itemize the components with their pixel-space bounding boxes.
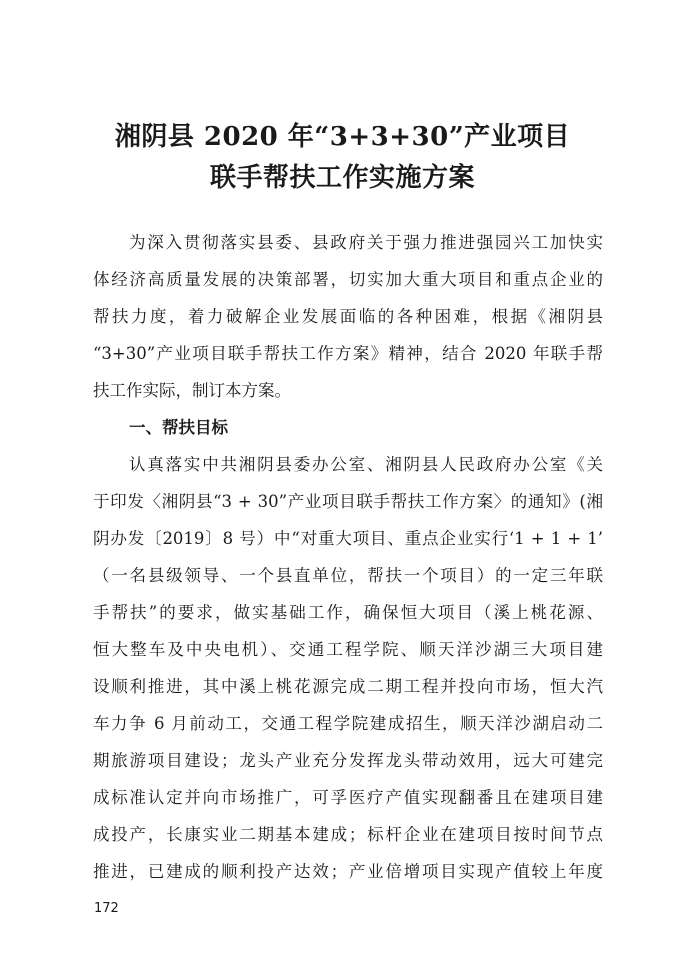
intro-line: 帮扶力度，着力破解企业发展面临的各种困难，根据《湘阴县 <box>93 307 603 326</box>
intro-line: 体经济高质量发展的决策部署，切实加大重大项目和重点企业的 <box>93 270 603 289</box>
section-line: 设顺利推进，其中溪上桃花源完成二期工程并投向市场，恒大汽 <box>93 677 603 696</box>
section-line: 恒大整车及中央电机）、交通工程学院、顺天洋沙湖三大项目建 <box>93 640 603 659</box>
document-title-line-2: 联手帮扶工作实施方案 <box>209 163 475 193</box>
intro-line: 为深入贯彻落实县委、县政府关于强力推进强园兴工加快实 <box>129 233 603 252</box>
section-line: 手帮扶”的要求，做实基础工作，确保恒大项目（溪上桃花源、 <box>93 603 603 622</box>
section-line: （一名县级领导、一个县直单位，帮扶一个项目）的一定三年联 <box>93 566 603 585</box>
page-number: 172 <box>94 901 119 916</box>
section-line: 车力争 6 月前动工，交通工程学院建成招生，顺天洋沙湖启动二 <box>93 714 603 733</box>
section-line: 于印发〈湘阴县“3 + 30”产业项目联手帮扶工作方案〉的通知》(湘 <box>93 492 603 511</box>
document-body <box>93 224 603 890</box>
section-line: 推进，已建成的顺利投产达效；产业倍增项目实现产值较上年度 <box>93 862 603 881</box>
section-line: 阴办发〔2019〕8 号）中“对重大项目、重点企业实行‘1 + 1 + 1’ <box>93 529 603 548</box>
section-line: 成投产，长康实业二期基本建成；标杆企业在建项目按时间节点 <box>93 825 603 844</box>
section-line: 期旅游项目建设；龙头产业充分发挥龙头带动效用，远大可建完 <box>93 751 603 770</box>
section-line: 成标准认定并向市场推广，可孚医疗产值实现翻番且在建项目建 <box>93 788 603 807</box>
intro-line: “3+30”产业项目联手帮扶工作方案》精神，结合 2020 年联手帮 <box>93 344 603 363</box>
intro-line: 扶工作实际，制订本方案。 <box>93 381 291 400</box>
section-line: 认真落实中共湘阴县委办公室、湘阴县人民政府办公室《关 <box>129 455 603 474</box>
section-heading: 一、帮扶目标 <box>129 418 228 437</box>
document-title-line-1: 湘阴县 2020 年“3+3+30”产业项目 <box>114 122 571 152</box>
